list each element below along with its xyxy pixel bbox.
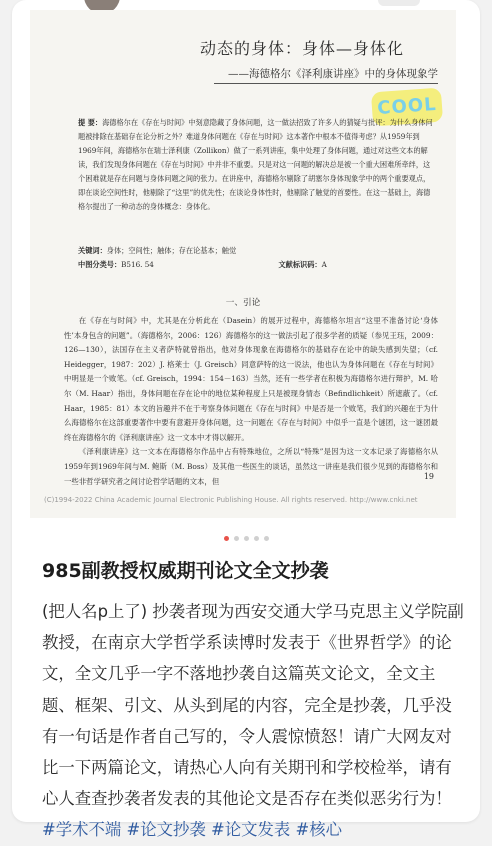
body-paragraph-1: 在《存在与时间》中，尤其是在分析此在（Dasein）的展开过程中，海德格尔坦言“这里不准备讨论‘身体性’本身包含的问题”。（海德格尔，2006：126）海德格尔的这一做法引起了很多学者的质疑（参见王珏，2009：126—130），法国存在主义者萨特就曾指出，他对身体现象在海德格尔的基础存在论中的缺失感到失望；（cf. Heidegger，1987：202）J. 格莱士（J. Greisch）同意萨特的这一说法，他也认为身体问题在《存在与时间》中明显是一个败笔。（cf. Greisch，1994：154－163）当然，还有一些学者在积极为海德格尔进行辩护，M. 哈尔（M. Haar）指出，身体问题在存在论中的地位某种程度上只是被现身情态（Befindlichkeit）所遮蔽了。（cf. Haar，1985：81）本文的旨趣并不在于考察身体问题在《存在与时间》中是否是一个败笔，我们的兴趣在于为什么海德格尔在这部重要著作中要有意避开身体问题，这一问题在《存在与时间》中似乎一直是个谜团，这一谜团最终在海德格尔的《泽利康讲座》这一文本中才得以解开。 xyxy=(64,316,438,442)
document-abstract xyxy=(78,116,434,214)
abstract-text: 海德格尔在《存在与时间》中刻意隐藏了身体问题，这一做法招致了许多人的猜疑与批评：为什么身体问题被排除在基础存在论分析之外？难道身体问题在《存在与时间》这本著作中根本不值得考虑？从1959年到1969年间，海德格尔在瑞士泽利康（Zollikon）做了一系列讲座，集中处理了身体问题，通过对这些文本的解读，我们发现身体问题在《存在与时间》中并非不重要。只是对这一问题的解决总是被一个重大困难所牵绊，这个困难就是存在问题与身体问题之间的张力。在讲座中，海德格尔剔除了胡塞尔身体现象学中的两个重要观点，即在谈论空间性时，他剔除了“这里”的优先性；在谈论身体性时，他剔除了触觉的首要性。在这一基础上，海德格尔提出了一种动态的身体概念：身体化。 xyxy=(78,118,433,211)
page-number: 19 xyxy=(423,472,434,481)
keywords-value: 身体；空间性；触体；存在论基本；触觉 xyxy=(106,246,237,255)
top-bar-fragment xyxy=(378,0,420,6)
clc-label: 中图分类号： xyxy=(78,260,122,269)
post-card xyxy=(12,0,480,840)
hashtag-link[interactable]: #核心 xyxy=(295,820,343,840)
section-heading: 一、引论 xyxy=(225,298,261,308)
hashtag-link[interactable]: #论文抄袭 xyxy=(126,820,206,840)
doc-code-label: 文献标识码： xyxy=(278,260,322,269)
keywords-line xyxy=(78,244,434,258)
copyright-footer: (C)1994-2022 China Academic Journal Electronic Publishing House. All rights reserved. http://www.cnki.net xyxy=(44,496,418,504)
doc-code-value: A xyxy=(321,260,327,269)
document-title: 动态的身体：身体—身体化 xyxy=(199,39,404,58)
body-paragraph-2: 《泽利康讲座》这一文本在海德格尔作品中占有特殊地位，之所以“特殊”是因为这一文本记录了海德格尔从1959年到1969年间与M. 鲍斯（M. Boss）及其他一些医生的谈话，虽然这一讲座是我们很少见到的海德格尔和一些非哲学研究者之间讨论哲学话题的文本，但 xyxy=(64,447,438,486)
classification-line xyxy=(78,258,434,272)
document-metadata xyxy=(78,244,434,272)
carousel-dot[interactable] xyxy=(244,536,249,541)
carousel-dot[interactable] xyxy=(224,536,229,541)
carousel-dot[interactable] xyxy=(264,536,269,541)
carousel-indicator[interactable] xyxy=(12,536,480,541)
post-title: 985副教授权威期刊论文全文抄袭 xyxy=(42,560,329,582)
post-body-text: (把人名p上了) 抄袭者现为西安交通大学马克思主义学院副教授，在南京大学哲学系读博时发表于《世界哲学》的论文，全文几乎一字不落地抄袭自这篇英文论文，全文主题、框架、引文、从头到尾的内容，完全是抄袭，几乎没有一句话是作者自己写的，令人震惊愤怒！请广大网友对比一下两篇论文，请热心人向有关期刊和学校检举，请有心人查查抄袭者发表的其他论文是否存在类似恶劣行为！ xyxy=(42,602,464,809)
post-body xyxy=(42,596,464,846)
keywords-label: 关键词： xyxy=(78,246,107,255)
subtitle-underline xyxy=(214,83,438,84)
cool-sticker-icon: COOL xyxy=(371,88,443,127)
document-image[interactable] xyxy=(30,10,456,518)
carousel-dot[interactable] xyxy=(234,536,239,541)
document-subtitle: ——海德格尔《泽利康讲座》中的身体现象学 xyxy=(228,68,438,80)
clc-value: B516. 54 xyxy=(121,260,154,269)
carousel-dot[interactable] xyxy=(254,536,259,541)
abstract-label: 提 要： xyxy=(78,118,103,127)
hashtag-link[interactable]: #学术不端 xyxy=(42,820,122,840)
hashtag-link[interactable]: #论文发表 xyxy=(211,820,291,840)
document-body xyxy=(64,314,438,489)
